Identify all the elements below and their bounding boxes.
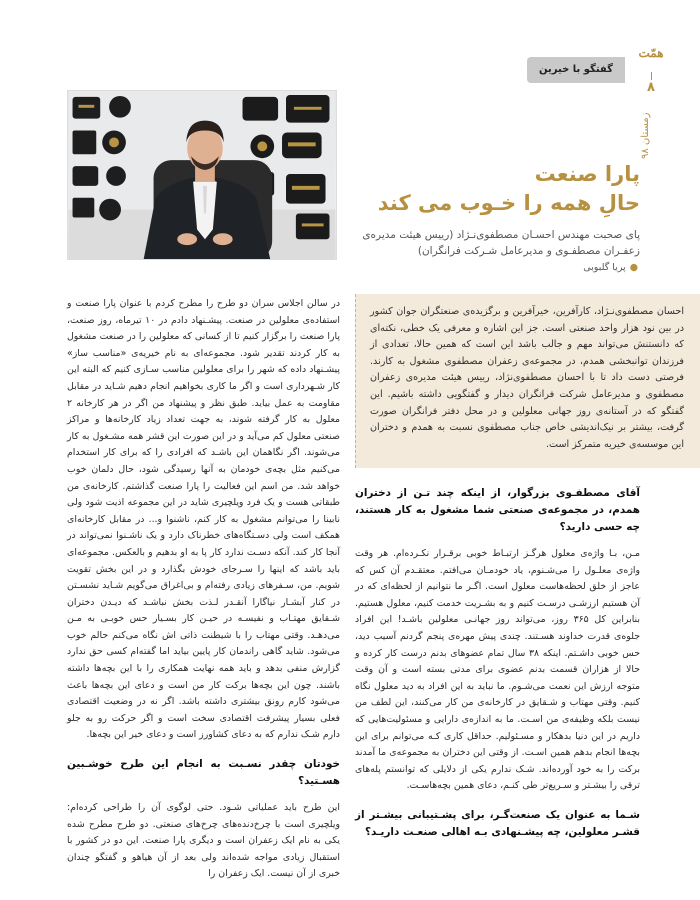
answer-3: این طرح باید عملیاتی شـود. حتی لوگوی آن را طراحی کرده‌ام: ویلچیری است با چرخ‌دنده‌های چرخ‌های صنعتی. دو طرح مطرح شده یکی به نام ایک زعفران است و دیگری پارا صنعت. این دو در کشور با استقبال زیادی مواجه شده‌اند ولی بعد از آن هیاهو و گفتگو چندان خبری از آن نیست. ایک زعفران را — [67, 802, 340, 880]
question-3: خودتان چقدر نسـبت به انجام این طرح خوشـبین هسـتید؟ — [67, 758, 340, 788]
intro-box: احسان مصطفوی‌نـژاد، کارآفرین، خیرآفرین و برگزیده‌ی صنعتگران جوان کشور در بین نود هزار واحد صنعتی است. جز این اشاره و معرفی یک خطی، نکته‌ای که دانستنش می‌تواند مهم و جالب باشد این است که همین حالا، تعدادی از فرزندان توانبخشی همدم، در مجموعه‌ی زعفران مصطفوی مشغول به کارند. فرصتی دست داد تا با احسان مصطفوی‌نژاد، رییس هیئت مدیره‌ی زعفران مصطفوی و مدیرعامل شرکت فرانگران دیدار و گفتگویی داشته باشیم. این گفتگو که در آستانه‌ی روز جهانی معلولین و در محل دفتر فرانگران صورت گرفت، بیشتر بر نیک‌اندیشی خاص جناب مصطفوی نسبت به همدم و دختران این موسسه‌ی خیریه متمرکز است. — [355, 294, 700, 468]
question-1: آقای مصطفـوی بزرگوار، از اینکه چند تـن از دختران همدم، در مجموعه‌ی صنعتی شما مشغول به کار هستند، چه حسی دارید؟ — [355, 487, 640, 533]
badge-dot-icon: ● — [629, 262, 638, 273]
interview-photo — [67, 90, 337, 260]
left-column — [67, 296, 340, 883]
answer-1: مـن، بـا واژه‌ی معلول هرگـز ارتبـاط خوبی برقـرار نکـرده‌ام. هر وقت واژه‌ی معلـول را می‌شـنوم، یاد خودمـان می‌افتم. معتقـدم آن کس که عاجز از خلق لحظه‌هاست معلول است. اگـر ما نتوانیم از لحظه‌ای که در آن هستیم ارزشـی درسـت کنیم و به بشـریت خدمت کنیم، معلول هستیم. بنابراین کل ۳۶۵ روز، می‌تواند روز جهانـی معلولین باشـد! این افراد جلوه‌ی قدرت خداوند هسـتند. چندی پیش مهره‌ی پنجم گردنم آسیب دید، حس خوبی داشـتم. اینکه ۳۸ سال تمام عضوهای بدنم درست کار کرده و حالا از هزاران قسمت بدنم عضوی برای مدتی بسته است و آن وقت متوجه ارزش این نعمت می‌شـوم. ما نباید به این افراد به دید معلول نگاه کنیم. وقتی مهتاب و شـقایق در کارخانه‌ی من کار می‌کنند، این لطف من نیست بلکه وظیفه‌ی من اسـت. ما به اندازه‌ی دارایی و مسئولیت‌هایی که داریم در این دنیا بدهکار و مسـئولیم. حداقل کاری کـه می‌توانم برای این بچه‌ها انجام بدهم همین اسـت. از وقتی این دختران به مجموعه‌ی ما آمدند برکت را به خود آورده‌اند. شـک ندارم یکی از دلایلی که توانستم پله‌های ترقی را بیشـتر و سـریع‌تر طی کنـم، دعای همین بچه‌هاسـت. — [355, 548, 641, 792]
issue-label: زمستان ۹۸ — [640, 112, 651, 160]
page-number: ۸ — [647, 80, 655, 95]
side-divider — [651, 72, 652, 80]
author-line — [360, 262, 638, 273]
section-tag: گفتگو با خیرین — [527, 57, 625, 83]
article-subtitle: پای صحبت مهندس احسـان مصطفوی‌نـژاد (رییس هیئت مدیره‌ی زعفـران مصطفـوی و مدیرعامل شـرکت فرانگران) — [362, 229, 640, 257]
title-line-2: حالِ همه را خـوب می کند — [377, 191, 640, 215]
title-line-1: پارا صنعت — [534, 162, 640, 186]
magazine-logo: همّت — [638, 46, 664, 60]
answer-2: در سالن اجلاس سران دو طرح را مطرح کردم با عنوان پارا صنعت و استفاده‌ی معلولین در صنعت. پیشـنهاد دادم در ۱۰ تیرماه، روز صنعت، پارا صنعت را برگزار کنیم تا از کسانی که معلولین را در صنعت مشغول به کار کردند تقدیر شود. مجموعه‌ای به نام خیریه‌ی «مناسب ساز» پیشـنهاد داده که شهر را برای معلولین مناسب سـازی کنیم که البته این کار شـهرداری است و اگر ما کاری بخواهیم انجام دهیم شـاید در مقابل مقاومت به عمل بیاید. طبق نظر و پیشنهاد من اگر در هر کارخانه ۲ معلول به کار گرفته شوند، به جهت تعداد زیاد کارخانه‌ها و مراکز صنعتی معلول کم می‌آید و در این صورت این قشر همه مشـغول به کار می‌شوند. اگر نگاهمان این باشـد که افرادی را که برای کار استخدام می‌کنیم مثل بچه‌ی خودمان به آنها رسیدگی شود، حال دلمان خوب خواهد شد. من اسم این فعالیت را پارا صنعت گذاشتم. کارخانه‌ی من طبقاتی هست و یک فرد ویلچیری شاید در این مجموعه اذیت شود ولی نابینا را می‌توانم مشغول به کار کنم، ناشنوا و... در مقابل کارخانه‌ای همکف است ولی دسـتگاه‌های خطرناک دارد و یک ناشـنوا نمی‌تواند در آنجا کار کند. آنکه دسـت ندارد کار پا به او بدهیم و بالعکس. مجموعه‌ای باید باشد که اینها را سـرجای خودش بگذارد و در این بخش تقویت شویم. من، سـفرهای زیادی رفته‌ام و بی‌اغراق می‌گویم شـاید نشسـتن در کنار آبشـار نیاگارا آنقـدر لـذت بخش نباشـد که دیـدن دختران شـقایق مهتـاب و نفیسـه در حیـن کار بسـیار حس خوبـی به مـن می‌دهـد. وقتی مهتاب را با شیطنت ذاتی اش نگاه می‌کنم حالم خوب می‌شود. شاید گاهی راندمان کار پایین بیاید اما گفته‌ام کسی حق ندارد گزارش منفی بدهد و باید همه نهایت همکاری را با این بچه‌ها داشته باشند. چون این بچه‌ها برکت کار من است و دعای این بچه‌ها باعث می‌شود کارم رونق بیشتری داشته باشد. اگر نه در وضعیت اقتصادی فعلی بسیار پیشرفت اقتصادی سخت است و اگر حرکت رو به جلو دارم شـک ندارم که به دعای کشاورز است و دعای خیر این بچه‌ها. — [67, 298, 340, 741]
right-column — [355, 485, 640, 847]
article-title — [350, 160, 640, 218]
question-2: شـما به عنوان یک صنعت‌گـر، برای پشـتیبانی بیشـتر از قشـر معلولین، چه پیشـنهادی بـه اهالی صنعـت داریـد؟ — [355, 808, 640, 838]
author-name: پریا گلبوبی — [583, 262, 626, 273]
